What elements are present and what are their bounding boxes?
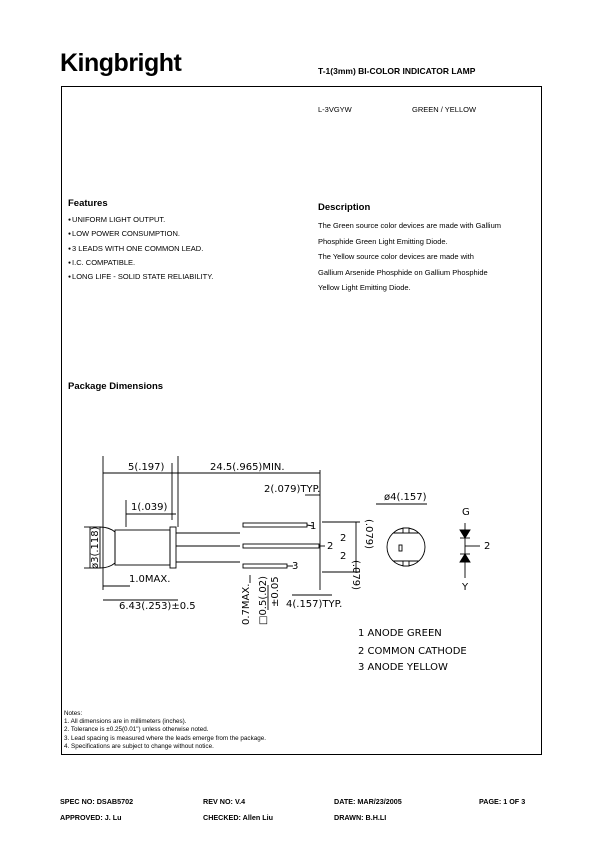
features-heading: Features <box>68 198 108 209</box>
led-flange <box>170 527 176 568</box>
revision-number: REV NO: V.4 <box>203 797 246 806</box>
note-item: 4. Specifications are subject to change without notice. <box>64 742 214 750</box>
package-drawing <box>61 440 501 680</box>
dim-079b: (.079) <box>363 519 374 550</box>
dim-05: □0.5(.02) <box>258 575 269 625</box>
description-line: Phosphide Green Light Emitting Diode. <box>318 236 448 246</box>
pin-3: 3 <box>292 561 299 572</box>
description-line: Gallium Arsenide Phosphide on Gallium Phosphide <box>318 267 488 277</box>
pin-2: 2 <box>327 541 334 552</box>
part-number: L-3VGYW <box>318 105 352 114</box>
package-heading: Package Dimensions <box>68 381 164 392</box>
led-end-view <box>387 528 425 566</box>
dim-5: 5(.197) <box>128 462 165 473</box>
feature-item: ● LONG LIFE - SOLID STATE RELIABILITY. <box>68 270 213 284</box>
pin-legend-1: 1 ANODE GREEN <box>358 628 442 639</box>
dim-245: 24.5(.965)MIN. <box>210 462 285 473</box>
feature-item: ● LOW POWER CONSUMPTION. <box>68 227 213 241</box>
approved-by: APPROVED: J. Lu <box>60 813 122 822</box>
dim-4typ: 4(.157)TYP. <box>286 599 343 610</box>
company-logo: Kingbright <box>60 49 182 77</box>
description-heading: Description <box>318 202 371 213</box>
document-title: T-1(3mm) BI-COLOR INDICATOR LAMP <box>318 66 476 76</box>
description-line: Yellow Light Emitting Diode. <box>318 283 411 292</box>
dim-07: 0.7MAX. <box>241 583 252 625</box>
lead-bar-2 <box>243 544 319 548</box>
led-lens <box>100 527 115 568</box>
dim-643: 6.43(.253)±0.5 <box>119 601 196 612</box>
features-list <box>68 213 213 284</box>
symbol-y: Y <box>462 582 469 593</box>
description-line: The Yellow source color devices are made with <box>318 252 474 261</box>
pin-legend-2: 2 COMMON CATHODE <box>358 646 467 657</box>
drawn-by: DRAWN: B.H.LI <box>334 813 387 822</box>
dim-1max: 1.0MAX. <box>129 574 171 585</box>
note-item: 1. All dimensions are in millimeters (inches). <box>64 718 187 726</box>
dim-phi4: ø4(.157) <box>384 492 427 503</box>
dim-2a: 2 <box>340 533 347 544</box>
dim-079: (.079) <box>350 560 361 591</box>
lead-bar-3 <box>243 564 287 568</box>
dim-1: 1(.039) <box>131 502 168 513</box>
note-item: 3. Lead spacing is measured where the leads emerge from the package. <box>64 734 266 742</box>
feature-item: ● I.C. COMPATIBLE. <box>68 256 213 270</box>
part-color: GREEN / YELLOW <box>412 105 477 114</box>
dim-3: ø3(.118) <box>90 526 101 569</box>
document-date: DATE: MAR/23/2005 <box>334 797 402 806</box>
spec-number: SPEC NO: DSAB5702 <box>60 797 134 806</box>
symbol-common: 2 <box>484 541 491 552</box>
pin-1: 1 <box>310 521 317 532</box>
page-number: PAGE: 1 OF 3 <box>479 797 526 806</box>
note-item: 2. Tolerance is ±0.25(0.01") unless otherwise noted. <box>64 726 209 734</box>
dim-005: ±0.05 <box>270 576 281 607</box>
feature-item: ● UNIFORM LIGHT OUTPUT. <box>68 213 213 227</box>
notes-heading: Notes: <box>64 710 83 717</box>
feature-item: ● 3 LEADS WITH ONE COMMON LEAD. <box>68 242 213 256</box>
checked-by: CHECKED: Allen Liu <box>203 813 274 822</box>
description-text <box>318 218 542 296</box>
pin-legend-3: 3 ANODE YELLOW <box>358 662 448 673</box>
description-line: The Green source color devices are made with Gallium <box>318 221 501 230</box>
symbol-g: G <box>462 507 470 518</box>
dim-2b: 2 <box>340 551 347 562</box>
dim-2typ: 2(.079)TYP. <box>264 484 321 495</box>
led-body <box>115 530 170 565</box>
notes-block <box>64 710 266 751</box>
lead-bar-1 <box>243 523 307 527</box>
